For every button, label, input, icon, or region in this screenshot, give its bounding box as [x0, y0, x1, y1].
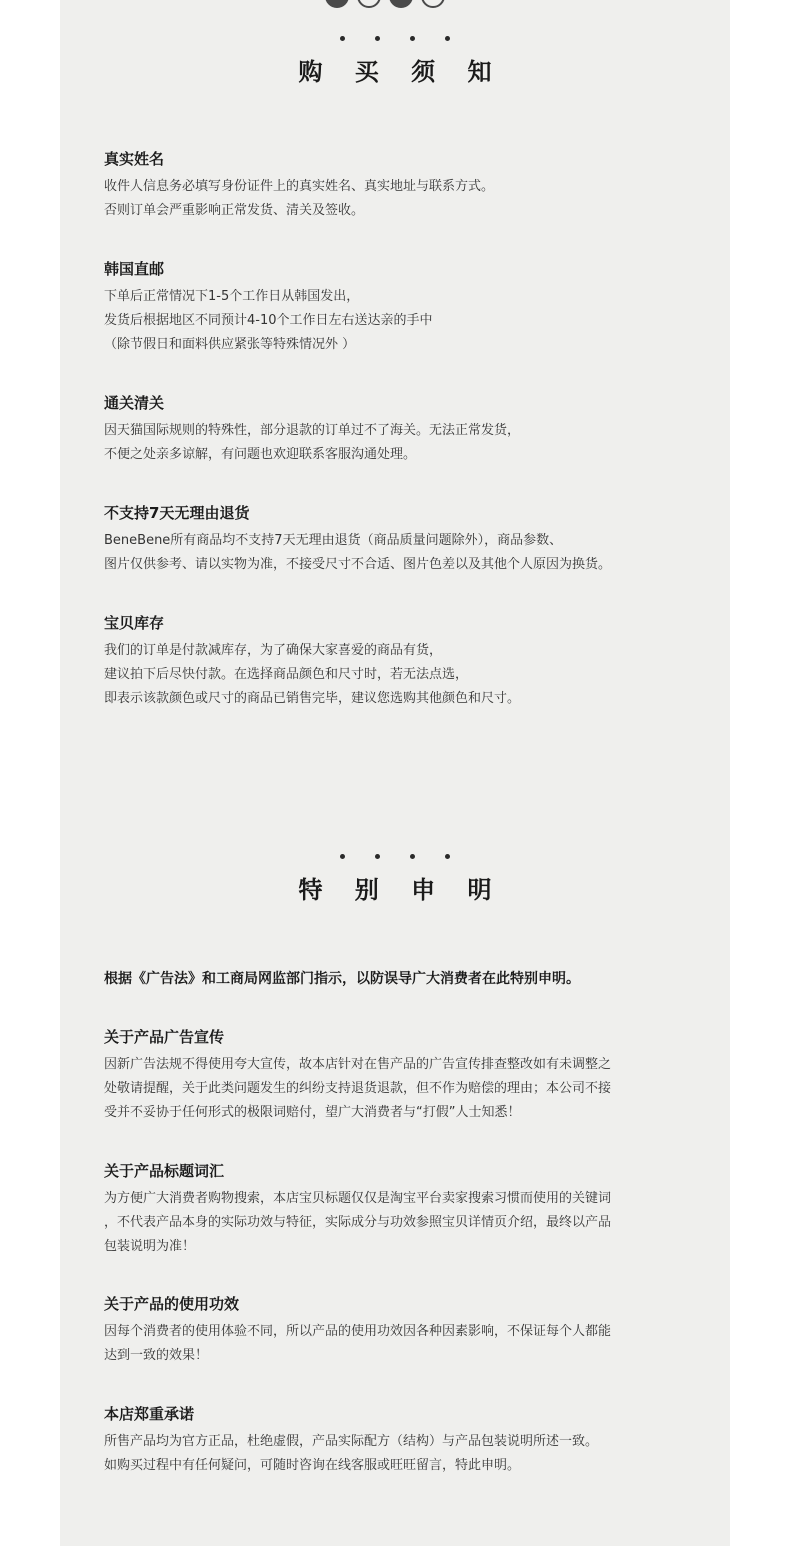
dot-icon: [375, 854, 380, 859]
section-text: 所售产品均为官方正品，杜绝虚假，产品实际配方（结构）与产品包装说明所述一致。: [104, 1434, 599, 1449]
section-text: 如购买过程中有任何疑问，可随时咨询在线客服或旺旺留言，特此申明。: [104, 1458, 521, 1473]
section-text: 发货后根据地区不同预计4-10个工作日左右送达亲的手中: [104, 313, 433, 328]
decor-circle-icon: [325, 0, 349, 8]
section-title: 关于产品标题词汇: [104, 1162, 225, 1180]
section-title: 关于产品的使用功效: [104, 1295, 240, 1313]
special-section-promise: [104, 1403, 714, 1478]
section-text: 处敬请提醒，关于此类问题发生的纠纷支持退货退款，但不作为赔偿的理由；本公司不接: [104, 1081, 612, 1096]
dot-icon: [410, 854, 415, 859]
dot-icon: [340, 36, 345, 41]
section-title: 本店郑重承诺: [104, 1405, 195, 1423]
section-text: 我们的订单是付款减库存，为了确保大家喜爱的商品有货，: [104, 643, 443, 658]
section-text: 受并不妥协于任何形式的极限词赔付，望广大消费者与“打假”人士知悉！: [104, 1105, 521, 1120]
section-text: 因天猫国际规则的特殊性，部分退款的订单过不了海关。无法正常发货，: [104, 423, 521, 438]
decor-circles: [325, 0, 445, 8]
special-section-title-words: [104, 1160, 714, 1259]
dot-icon: [410, 36, 415, 41]
special-heading: 特 别 申 明: [298, 876, 504, 904]
heading-dots: [0, 36, 790, 46]
section-text: 不便之处亲多谅解，有问题也欢迎联系客服沟通处理。: [104, 447, 417, 462]
section-title: 通关清关: [104, 394, 165, 412]
section-title: 关于产品广告宣传: [104, 1028, 225, 1046]
dot-icon: [445, 854, 450, 859]
section-title: 不支持7天无理由退货: [104, 504, 250, 522]
special-section-efficacy: [104, 1293, 714, 1368]
special-section-ad: [104, 1026, 714, 1125]
notice-heading: 购 买 须 知: [298, 58, 504, 86]
decor-circle-icon: [357, 0, 381, 8]
dot-icon: [340, 854, 345, 859]
section-text: 收件人信息务必填写身份证件上的真实姓名、真实地址与联系方式。: [104, 179, 495, 194]
dot-icon: [375, 36, 380, 41]
section-text: 包装说明为准！: [104, 1239, 196, 1254]
section-title: 韩国直邮: [104, 260, 165, 278]
decor-circle-icon: [389, 0, 413, 8]
notice-section-real-name: [104, 148, 714, 223]
section-text: 达到一致的效果！: [104, 1348, 209, 1363]
section-text: 因新广告法规不得使用夸大宣传，故本店针对在售产品的广告宣传排查整改如有未调整之: [104, 1057, 612, 1072]
special-statement: 根据《广告法》和工商局网监部门指示，以防误导广大消费者在此特别申明。: [104, 971, 580, 987]
section-text: 即表示该款颜色或尺寸的商品已销售完毕，建议您选购其他颜色和尺寸。: [104, 691, 521, 706]
section-text: 否则订单会严重影响正常发货、清关及签收。: [104, 203, 365, 218]
notice-section-no-return: [104, 502, 714, 577]
dot-icon: [445, 36, 450, 41]
section-text: 为方便广大消费者购物搜索，本店宝贝标题仅仅是淘宝平台卖家搜索习惯而使用的关键词: [104, 1191, 612, 1206]
section-title: 宝贝库存: [104, 614, 165, 632]
section-text: BeneBene所有商品均不支持7天无理由退货（商品质量问题除外），商品参数、: [104, 533, 563, 548]
decor-circle-icon: [421, 0, 445, 8]
section-title: 真实姓名: [104, 150, 165, 168]
section-text: ，不代表产品本身的实际功效与特征，实际成分与功效参照宝贝详情页介绍，最终以产品: [104, 1215, 612, 1230]
notice-section-stock: [104, 612, 714, 711]
section-text: （除节假日和面料供应紧张等特殊情况外 ）: [104, 337, 356, 352]
section-text: 图片仅供参考、请以实物为准，不接受尺寸不合适、图片色差以及其他个人原因为换货。: [104, 557, 612, 572]
heading-dots: [0, 854, 790, 864]
notice-heading-block: [0, 36, 790, 87]
section-text: 建议拍下后尽快付款。在选择商品颜色和尺寸时，若无法点选，: [104, 667, 469, 682]
notice-section-direct-mail: [104, 258, 714, 357]
notice-section-customs: [104, 392, 714, 467]
section-text: 下单后正常情况下1-5个工作日从韩国发出，: [104, 289, 360, 304]
special-heading-block: [0, 854, 790, 905]
section-text: 因每个消费者的使用体验不同，所以产品的使用功效因各种因素影响，不保证每个人都能: [104, 1324, 612, 1339]
